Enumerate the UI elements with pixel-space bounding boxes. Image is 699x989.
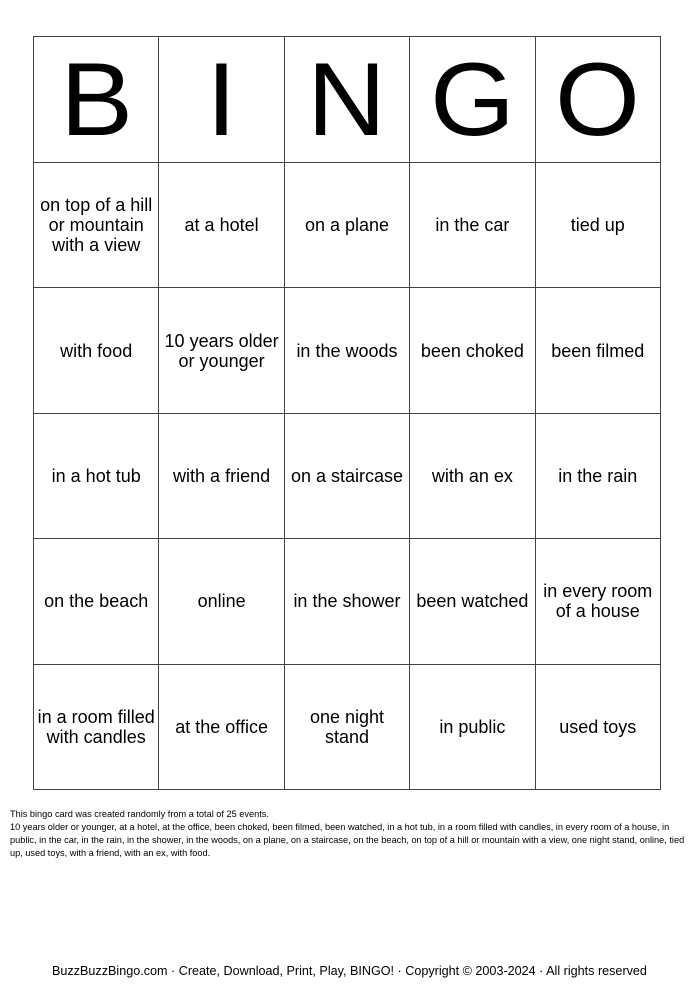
bingo-cell: on top of a hill or mountain with a view bbox=[34, 163, 159, 288]
header-letter-i: I bbox=[159, 37, 284, 163]
bingo-cell: at a hotel bbox=[159, 163, 284, 288]
page-footer: BuzzBuzzBingo.com · Create, Download, Print, Play, BINGO! · Copyright © 2003-2024 · All rights reserved bbox=[52, 964, 647, 978]
bingo-cell: in the rain bbox=[535, 413, 660, 538]
bingo-cell: 10 years older or younger bbox=[159, 288, 284, 413]
bingo-card bbox=[33, 36, 661, 790]
bingo-cell: been watched bbox=[410, 539, 535, 664]
bingo-cell: been choked bbox=[410, 288, 535, 413]
bingo-row bbox=[34, 413, 661, 538]
bingo-cell: with food bbox=[34, 288, 159, 413]
card-notes bbox=[10, 808, 690, 860]
bingo-cell: in public bbox=[410, 664, 535, 789]
header-letter-n: N bbox=[284, 37, 409, 163]
bingo-cell: in the shower bbox=[284, 539, 409, 664]
bingo-cell: one night stand bbox=[284, 664, 409, 789]
bingo-cell: been filmed bbox=[535, 288, 660, 413]
bingo-cell: on a staircase bbox=[284, 413, 409, 538]
bingo-cell: in the woods bbox=[284, 288, 409, 413]
bingo-cell: with a friend bbox=[159, 413, 284, 538]
bingo-cell: tied up bbox=[535, 163, 660, 288]
bingo-row bbox=[34, 664, 661, 789]
header-letter-b: B bbox=[34, 37, 159, 163]
notes-event-list: 10 years older or younger, at a hotel, at the office, been choked, been filmed, been watched, in a hot tub, in a room filled with candles, in every room of a house, in public, in the car, in the rain, in the shower, in the woods, on a plane, on a staircase, on the beach, on top of a hill or mountain with a view, one night stand, online, tied up, used toys, with a friend, with an ex, with food. bbox=[10, 822, 685, 858]
bingo-cell: on a plane bbox=[284, 163, 409, 288]
bingo-cell: at the office bbox=[159, 664, 284, 789]
bingo-cell: in a room filled with candles bbox=[34, 664, 159, 789]
bingo-header-row bbox=[34, 37, 661, 163]
notes-summary: This bingo card was created randomly from a total of 25 events. bbox=[10, 809, 269, 819]
bingo-row bbox=[34, 288, 661, 413]
bingo-row bbox=[34, 539, 661, 664]
bingo-cell: in every room of a house bbox=[535, 539, 660, 664]
bingo-cell: used toys bbox=[535, 664, 660, 789]
bingo-cell: on the beach bbox=[34, 539, 159, 664]
bingo-cell: in the car bbox=[410, 163, 535, 288]
bingo-row bbox=[34, 163, 661, 288]
header-letter-g: G bbox=[410, 37, 535, 163]
bingo-cell: in a hot tub bbox=[34, 413, 159, 538]
bingo-cell: with an ex bbox=[410, 413, 535, 538]
bingo-cell: online bbox=[159, 539, 284, 664]
header-letter-o: O bbox=[535, 37, 660, 163]
